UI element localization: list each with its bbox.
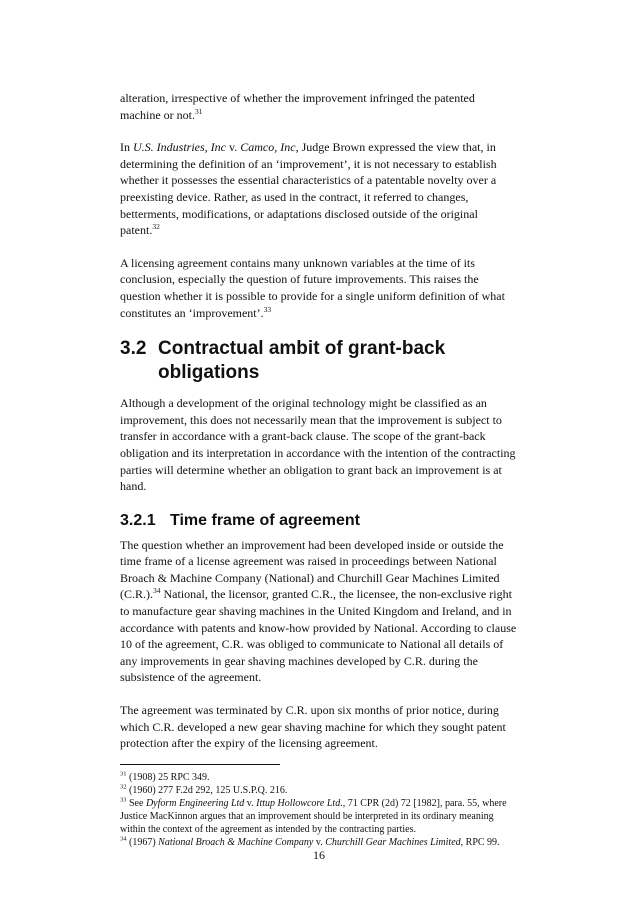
footnote-separator: [120, 764, 280, 765]
footnote-31: $^{31}$ (1908) 25 RPC 349.: [120, 770, 210, 783]
page-number: 16: [313, 848, 325, 862]
page-content: [120, 90, 518, 849]
paragraph-time-frame: The question whether an improvement had been developed inside or outside the time frame of a license agreement was raised in proceedings between National Broach & Machine Company (National) and Churchill Gear Machines Limited (C.R.).$^{34}$ National, the licensor, granted C.R., the licensee, the non-exclusive right to manufacture gear shaving machines in the United Kingdom and Ireland, and in accordance with patents and know-how provided by National. According to clause 10 of the agreement, C.R. was obliged to communicate to National all details of any improvements in gear shaving machines developed by C.R. during the subsistence of the agreement.: [120, 537, 517, 685]
paragraph-contractual-ambit: Although a development of the original technology might be classified as an improvement, this does not necessarily mean that the improvement is subject to transfer in accordance with a grant-back clause. The scope of the grant-back obligation and its interpretation in accordance with the intention of the contracting parties will determine whether an obligation to grant back an improvement is at hand.: [120, 396, 516, 494]
paragraph-termination: The agreement was terminated by C.R. upon six months of prior notice, during which C.R. developed a new gear shaving machine for which they sought patent protection after the expiry of the licensing agreement.: [120, 703, 506, 751]
subsection-heading: [120, 511, 518, 531]
footnote-32: $^{32}$ (1960) 277 F.2d 292, 125 U.S.P.Q. 216.: [120, 783, 288, 796]
subsection-number: 3.2.1: [120, 511, 156, 529]
paragraph-us-industries: In U.S. Industries, Inc v. Camco, Inc, Judge Brown expressed the view that, in determining the definition of an ‘improvement’, it is not necessary to establish whether it possesses the essential characteristics of a patentable novelty over a preexisting device. Rather, as used in the contract, it referred to changes, betterments, modifications, or adaptations disclosed outside of the original patent.$^{32}$: [120, 140, 497, 238]
footnote-ref-31[interactable]: 31: [194, 106, 203, 116]
case-name: U.S. Industries, Inc: [133, 140, 226, 155]
subsection-title: Time frame of agreement: [170, 511, 360, 529]
paragraph-licensing-agreement: A licensing agreement contains many unknown variables at the time of its conclusion, especially the question of future improvements. This raises the question whether it is possible to provide for a single uniform definition of what constitutes an ‘improvement’.$^{33}$: [120, 255, 505, 320]
section-heading: [120, 337, 518, 385]
footnote-ref-33[interactable]: 33: [263, 304, 272, 314]
footnote-34: $^{34}$ (1967) National Broach & Machine Company v. Churchill Gear Machines Limited, RPC 99.: [120, 835, 500, 848]
footnote-33: $^{33}$ See Dyform Engineering Ltd v. Ittup Hollowcore Ltd., 71 CPR (2d) 72 [1982], para. 55, where Justice MacKinnon argues that an improvement should be interpreted in its ordinary meaning within the context of the agreement as intended by the contracting parties.: [120, 796, 507, 835]
footnote-ref-34[interactable]: 34: [153, 586, 161, 596]
footnote-ref-32[interactable]: 32: [152, 222, 160, 232]
section-title: Contractual ambit of grant-back obligations: [158, 338, 446, 384]
paragraph-continuation: alteration, irrespective of whether the improvement infringed the patented machine or not.$^{31}$: [120, 91, 475, 122]
case-name: Camco, Inc: [240, 140, 296, 155]
section-number: 3.2: [120, 338, 147, 360]
